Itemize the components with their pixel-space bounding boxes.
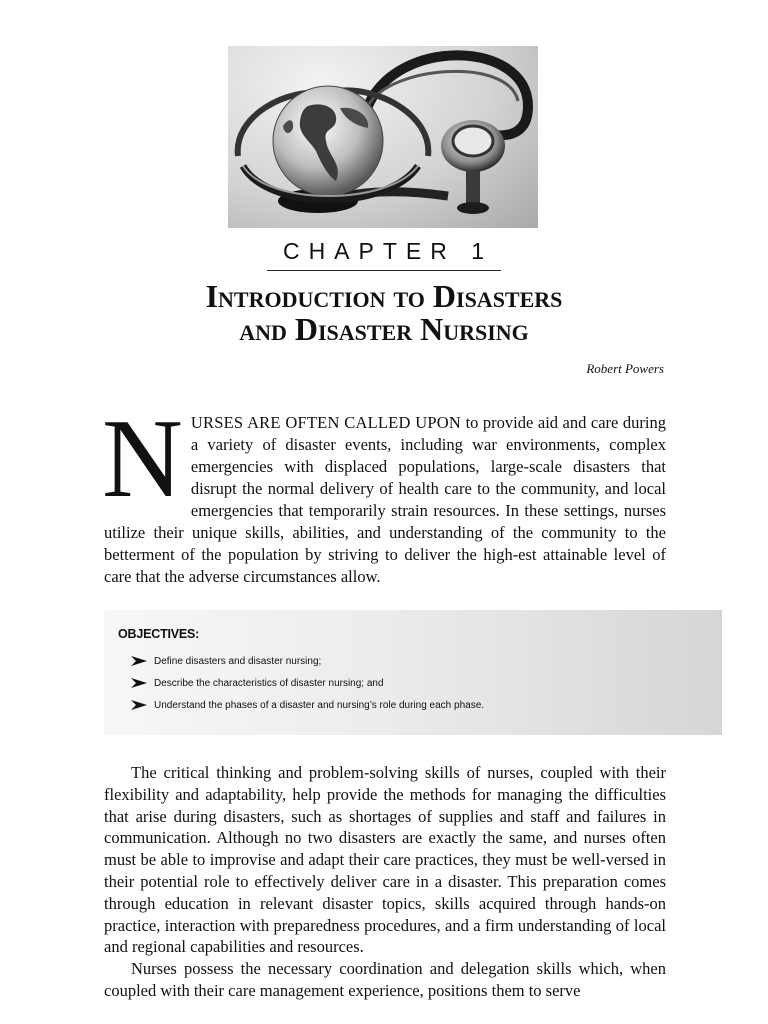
body-paragraph: Nurses possess the necessary coordination and delegation skills which, when coupled with their care management experience, positions them to serve xyxy=(104,959,666,1000)
intro-paragraph xyxy=(102,397,666,588)
hero-photo xyxy=(228,46,538,228)
objective-text: Understand the phases of a disaster and nursing’s role during each phase. xyxy=(154,699,485,711)
chapter-title-line-1: Introduction to Disasters xyxy=(205,278,563,314)
objective-item xyxy=(130,672,484,694)
globe-stethoscope-icon xyxy=(228,46,538,228)
chapter-rule xyxy=(267,270,501,271)
intro-lead-caps: URSES ARE OFTEN CALLED UPON xyxy=(190,413,462,432)
objectives-list xyxy=(130,650,484,716)
arrowhead-bullet-icon xyxy=(130,655,148,667)
objective-text: Define disasters and disaster nursing; xyxy=(154,655,322,667)
author-name: Robert Powers xyxy=(586,361,664,376)
drop-cap: N xyxy=(102,397,183,521)
chapter-title-line-2: and Disaster Nursing xyxy=(239,311,529,347)
objective-item xyxy=(130,694,484,716)
objectives-heading: OBJECTIVES: xyxy=(118,627,200,641)
arrowhead-bullet-icon xyxy=(130,677,148,689)
body-paragraph: The critical thinking and problem-solving skills of nurses, coupled with their flexibility and adaptability, help provide the methods for managing the difficulties that arise during disasters, such as shortages of supplies and staff and failures in communication. Although no two disasters are exactly the same, and nurses often must be able to improvise and adapt their care practices, they must be well-versed in their potential role to effectively deliver care in a disaster. This preparation comes through education in relevant disaster topics, skills acquired through hands-on practice, interaction with preparedness procedures, and a firm understanding of local and regional capabilities and resources. xyxy=(104,763,666,957)
chapter-label: CHAPTER 1 xyxy=(282,238,494,264)
body-text xyxy=(104,762,666,1002)
intro-text: to provide aid and care during a variety of disaster events, including war environments, complex emergencies with displaced populations, large-scale disasters that disrupt the normal delivery of health care to the community, and local emergencies that temporarily strain resources. In these settings, nurses utilize their unique skills, abilities, and understanding of the community to the betterment of the population by striving to deliver the high-est attainable level of care that the adverse circumstances allow. xyxy=(104,413,666,586)
objective-text: Describe the characteristics of disaster nursing; and xyxy=(154,677,384,689)
chapter-title xyxy=(0,280,768,346)
objective-item xyxy=(130,650,484,672)
arrowhead-bullet-icon xyxy=(130,699,148,711)
objectives-box xyxy=(104,610,722,735)
